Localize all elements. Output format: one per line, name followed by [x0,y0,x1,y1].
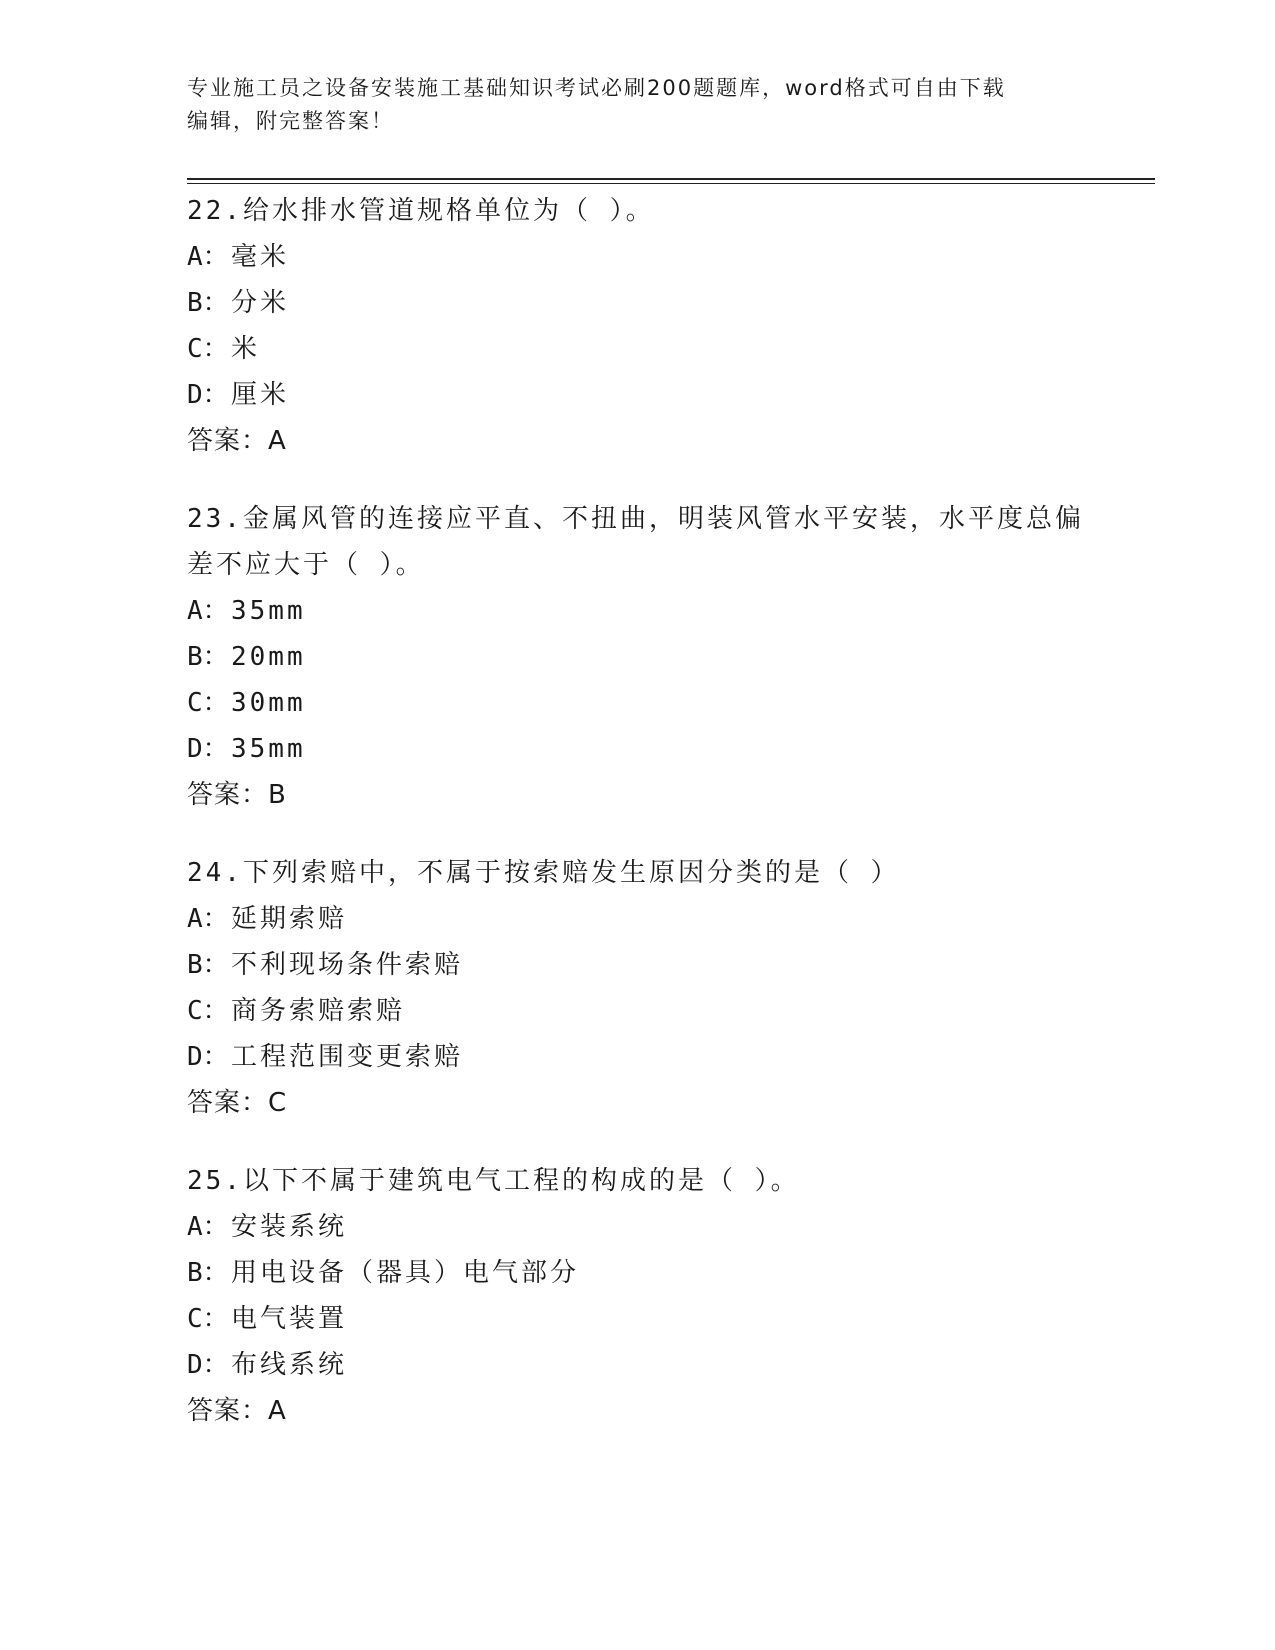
option-d [187,1034,1087,1080]
option-label: D： [187,734,229,764]
option-a [187,896,1087,942]
option-text: 米 [231,334,261,364]
option-d [187,372,1087,418]
question-23 [187,496,1087,818]
question-text: 25.以下不属于建筑电气工程的构成的是（ ）。 [187,1166,800,1196]
answer: 答案：B [187,780,287,810]
option-label: C： [187,688,229,718]
option-label: D： [187,1350,229,1380]
option-label: B： [187,642,229,672]
option-text: 延期索赔 [231,904,348,934]
header-line-2: 编辑，附完整答案！ [187,109,394,133]
option-text: 布线系统 [231,1350,348,1380]
option-list [187,234,1087,418]
option-label: D： [187,1042,229,1072]
option-text: 不利现场条件索赔 [231,950,464,980]
option-d [187,1342,1087,1388]
option-d [187,726,1087,772]
answer: 答案：A [187,1396,287,1426]
option-text: 分米 [231,288,290,318]
option-a [187,234,1087,280]
option-text: 商务索赔索赔 [231,996,406,1026]
answer: 答案：A [187,426,287,456]
option-label: A： [187,904,229,934]
option-text: 工程范围变更索赔 [231,1042,464,1072]
option-a [187,1204,1087,1250]
question-text: 24.下列索赔中，不属于按索赔发生原因分类的是（ ） [187,858,900,888]
option-text: 35mm [231,734,306,764]
option-label: A： [187,1212,229,1242]
option-text: 厘米 [231,380,290,410]
question-list [187,188,1087,1466]
option-text: 用电设备（器具）电气部分 [231,1258,580,1288]
option-label: B： [187,950,229,980]
option-label: C： [187,334,229,364]
option-label: D： [187,380,229,410]
option-text: 35mm [231,596,306,626]
question-text: 22.给水排水管道规格单位为（ ）。 [187,196,655,226]
question-22 [187,188,1087,464]
option-b [187,1250,1087,1296]
option-b [187,942,1087,988]
option-label: C： [187,1304,229,1334]
option-text: 20mm [231,642,306,672]
option-c [187,1296,1087,1342]
option-c [187,988,1087,1034]
header-divider-thin [187,183,1155,184]
option-label: B： [187,1258,229,1288]
option-c [187,326,1087,372]
option-b [187,280,1087,326]
option-text: 安装系统 [231,1212,348,1242]
option-list [187,588,1087,772]
option-label: B： [187,288,229,318]
answer: 答案：C [187,1088,288,1118]
option-text: 电气装置 [231,1304,348,1334]
option-list [187,896,1087,1080]
option-list [187,1204,1087,1388]
option-label: C： [187,996,229,1026]
header-divider-thick [187,178,1155,180]
question-text: 23.金属风管的连接应平直、不扭曲，明装风管水平安装，水平度总偏差不应大于（ ）。 [187,504,1084,580]
option-text: 毫米 [231,242,290,272]
option-b [187,634,1087,680]
header-line-1: 专业施工员之设备安装施工基础知识考试必刷200题题库，word格式可自由下载 [187,76,1006,100]
document-header [187,72,1067,138]
question-24 [187,850,1087,1126]
option-label: A： [187,596,229,626]
option-a [187,588,1087,634]
option-label: A： [187,242,229,272]
question-25 [187,1158,1087,1434]
option-c [187,680,1087,726]
option-text: 30mm [231,688,306,718]
